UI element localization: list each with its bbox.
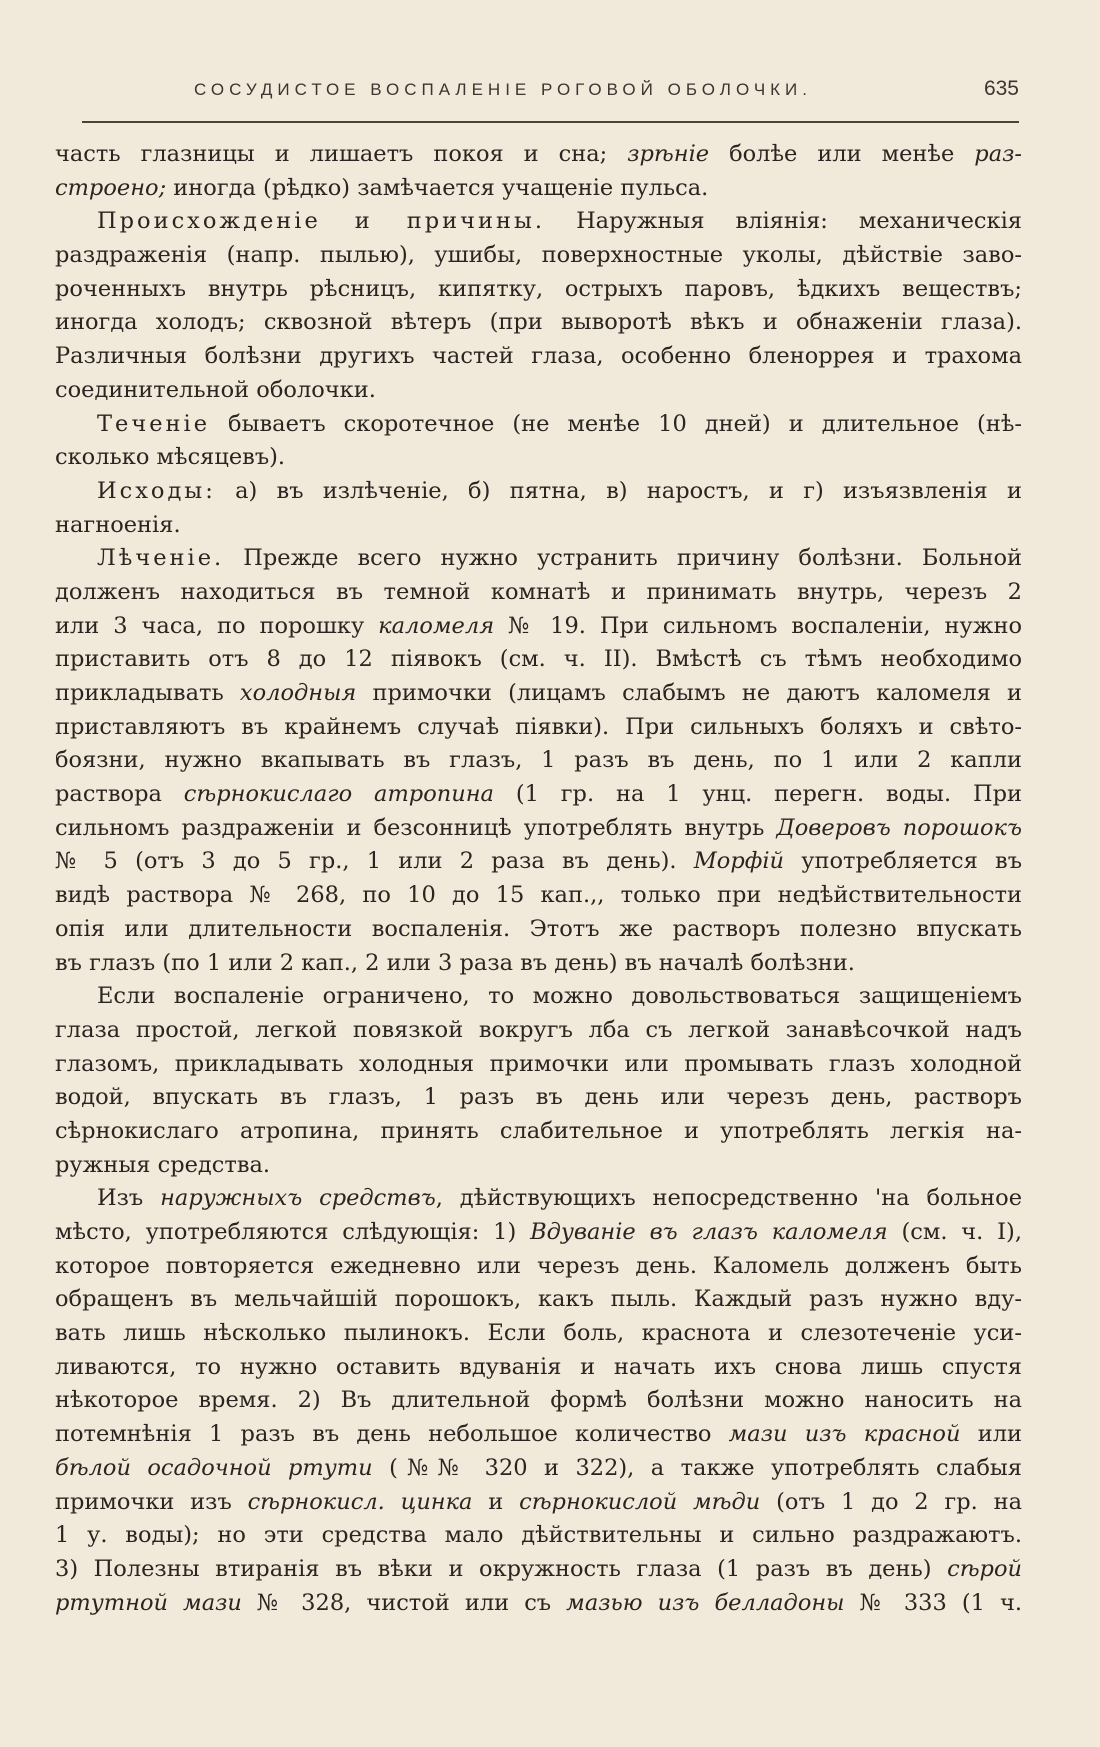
text-run: № 5 (отъ 3 до 5 гр., 1 или 2 раза въ день). (55, 848, 694, 875)
text-line (55, 306, 1022, 340)
text-line (55, 812, 1022, 846)
text-line (55, 711, 1022, 745)
text-run: 1 у. воды); но эти средства мало дѣйствительны и сильно раздражаютъ. (55, 1522, 1022, 1549)
text-line (55, 239, 1022, 273)
italic-term: холодныя (239, 680, 357, 706)
text-run: соединительной оболочки. (55, 376, 376, 403)
text-run: нѣкоторое время. 2) Въ длительной формѣ болѣзни можно наносить на (55, 1387, 1022, 1414)
text-line (55, 1048, 1022, 1082)
text-run: (№№ 320 и 322), а также употреблять слабыя (372, 1454, 1022, 1481)
text-run: употребляется въ (784, 848, 1023, 875)
running-head-title: СОСУДИСТОЕ ВОСПАЛЕНІЕ РОГОВОЙ ОБОЛОЧКИ. (194, 80, 812, 99)
text-line (55, 1519, 1022, 1553)
text-run: которое повторяется ежедневно или черезъ день. Каломель долженъ быть (55, 1252, 1022, 1279)
text-run: раздраженія (напр. пылью), ушибы, поверхностные уколы, дѣйствіе заво- (55, 242, 1022, 269)
text-run: , дѣйствующихъ непосредственно 'на больное (435, 1185, 1023, 1212)
text-run: (1 гр. на 1 унц. перегн. воды. При (493, 781, 1022, 808)
text-run: прикладывать (55, 680, 240, 706)
italic-term: раз- (974, 141, 1022, 167)
text-run: роченныхъ внутрь рѣсницъ, кипятку, острыхъ паровъ, ѣдкихъ веществъ; (55, 275, 1022, 302)
text-run: бываетъ скоротечное (не менѣе 10 дней) и длительное (нѣ- (210, 410, 1022, 437)
text-line (55, 1553, 1022, 1587)
italic-term: мази изъ красной (728, 1421, 961, 1448)
italic-term: наружныхъ средствъ (160, 1185, 436, 1212)
text-run: иногда (рѣдко) замѣчается учащеніе пульса. (166, 174, 709, 201)
text-line (55, 576, 1022, 610)
text-run: приставляютъ въ крайнемъ случаѣ піявки). При сильныхъ боляхъ и свѣто- (55, 713, 1022, 740)
text-run: приставить отъ 8 до 12 піявокъ (см. ч. II). Вмѣстѣ съ тѣмъ необходимо (55, 646, 1022, 673)
text-line (55, 509, 1022, 543)
text-line (55, 172, 1022, 206)
text-line (55, 947, 1022, 981)
text-line (55, 913, 1022, 947)
text-run: боязни, нужно вкапывать въ глазъ, 1 разъ въ день, по 1 или 2 капли (55, 747, 1022, 774)
text-run: сколько мѣсяцевъ). (55, 444, 286, 471)
text-run: глазомъ, прикладывать холодныя примочки или промывать глазъ холодной (55, 1050, 1022, 1077)
text-line (55, 1384, 1022, 1418)
running-head (82, 77, 1019, 108)
text-run: (отъ 1 до 2 гр. на (760, 1488, 1022, 1515)
text-run: болѣе или менѣе (709, 141, 975, 167)
text-line (55, 273, 1022, 307)
text-line (55, 441, 1022, 475)
text-run: 3) Полезны втиранія въ вѣки и окружность глаза (1 разъ въ день) (55, 1555, 948, 1582)
text-run: часть глазницы и лишаетъ покоя и сна; (55, 141, 628, 167)
text-run: Наружныя вліянія: механическія (545, 208, 1022, 235)
text-line (55, 643, 1022, 677)
header-rule (82, 121, 1019, 123)
section-heading: Теченіе (97, 410, 211, 437)
text-run: вать лишь нѣсколько пылинокъ. Если боль, краснота и слезотеченіе уси- (55, 1320, 1022, 1347)
text-line (55, 778, 1022, 812)
text-run: или (960, 1421, 1022, 1448)
text-line (55, 1587, 1022, 1621)
text-run: иногда холодъ; сквозной вѣтеръ (при выворотѣ вѣкъ и обнаженіи глаза). (55, 309, 1022, 336)
italic-term: бѣлой осадочной ртути (55, 1454, 373, 1481)
text-line (55, 1182, 1022, 1216)
text-line (55, 408, 1022, 442)
text-run: сильномъ раздраженіи и безсонницѣ употреблять внутрь (55, 814, 777, 841)
text-line (55, 610, 1022, 644)
text-line (55, 1216, 1022, 1250)
italic-term: зрѣніе (627, 141, 710, 167)
italic-term: сѣрнокислой мѣди (519, 1488, 761, 1515)
text-run: примочки изъ (55, 1488, 248, 1515)
text-run: водой, впускать въ глазъ, 1 разъ въ день или черезъ день, растворъ (55, 1084, 1022, 1111)
italic-term: Доверовъ порошокъ (776, 814, 1022, 841)
text-line (55, 138, 1022, 172)
text-line (55, 1283, 1022, 1317)
text-line (55, 1149, 1022, 1183)
text-run: въ глазъ (по 1 или 2 кап., 2 или 3 раза въ день) въ началѣ болѣзни. (55, 949, 855, 976)
text-line (55, 475, 1022, 509)
text-run: мѣсто, употребляются слѣдующія: 1) (55, 1219, 531, 1245)
italic-term: ртутной мази (55, 1589, 242, 1616)
text-run: № 328, чистой или съ (241, 1589, 567, 1616)
italic-term: Морфій (693, 848, 785, 875)
italic-term: сѣрой (947, 1555, 1022, 1582)
text-run: Прежде всего нужно устранить причину болѣзни. Больной (224, 545, 1022, 572)
text-line (55, 677, 1022, 711)
text-run: (см. ч. I), (887, 1219, 1022, 1245)
text-line (55, 1418, 1022, 1452)
text-run: Изъ (97, 1185, 161, 1212)
italic-term: мазью изъ белладоны (566, 1589, 845, 1616)
text-run: видѣ раствора № 268, по 10 до 15 кап.,, только при недѣйствительности (55, 882, 1022, 909)
text-line (55, 1452, 1022, 1486)
text-run: нагноенія. (55, 511, 181, 538)
text-run: ружныя средства. (55, 1151, 271, 1178)
text-line (55, 744, 1022, 778)
text-line (55, 879, 1022, 913)
text-run: Если воспаленіе ограничено, то можно довольствоваться защищеніемъ (97, 983, 1022, 1010)
italic-term: сѣрнокислаго атропина (183, 781, 494, 808)
text-run: глаза простой, легкой повязкой вокругъ лба съ легкой занавѣсочкой надъ (55, 1016, 1022, 1043)
text-run: сѣрнокислаго атропина, принять слабительное и употреблять легкія на- (55, 1117, 1022, 1144)
page-number: 635 (983, 77, 1019, 100)
italic-term: Вдуваніе въ глазъ каломеля (530, 1219, 888, 1245)
text-line (55, 1081, 1022, 1115)
section-heading: Происхожденіе и причины. (97, 208, 546, 235)
text-line (55, 980, 1022, 1014)
text-line (55, 1317, 1022, 1351)
text-run: № 333 (1 ч. (844, 1589, 1023, 1616)
text-line (55, 1351, 1022, 1385)
text-run: или 3 часа, по порошку (55, 612, 379, 639)
text-run: потемнѣнія 1 разъ въ день небольшое количество (55, 1421, 729, 1448)
text-run: а) въ излѣченіе, б) пятна, в) наростъ, и г) изъязвленія и (215, 477, 1022, 504)
text-run: ливаются, то нужно оставить вдуванія и начать ихъ снова лишь спустя (55, 1353, 1022, 1380)
text-run: № 19. При сильномъ воспаленіи, нужно (494, 612, 1022, 639)
text-run: раствора (55, 781, 184, 808)
text-run: Различныя болѣзни другихъ частей глаза, особенно бленоррея и трахома (55, 343, 1022, 370)
text-line (55, 340, 1022, 374)
text-line (55, 1014, 1022, 1048)
text-run: опія или длительности воспаленія. Этотъ же растворъ полезно впускать (55, 915, 1022, 942)
text-line (55, 1115, 1022, 1149)
text-line (55, 542, 1022, 576)
text-run: примочки (лицамъ слабымъ не даютъ каломеля и (356, 680, 1022, 706)
italic-term: каломеля (378, 612, 495, 639)
section-heading: Лѣченіе. (97, 545, 225, 572)
section-heading: Исходы: (97, 477, 216, 504)
italic-term: строено; (55, 174, 167, 201)
text-line (55, 205, 1022, 239)
text-line (55, 374, 1022, 408)
italic-term: сѣрнокисл. цинка (247, 1488, 473, 1515)
text-run: и (472, 1488, 520, 1515)
text-line (55, 1250, 1022, 1284)
text-run: обращенъ въ мельчайшій порошокъ, какъ пыль. Каждый разъ нужно вду- (55, 1286, 1022, 1313)
text-line (55, 845, 1022, 879)
text-line (55, 1486, 1022, 1520)
text-run: долженъ находиться въ темной комнатѣ и принимать внутрь, черезъ 2 (55, 578, 1022, 605)
body-text (55, 138, 1022, 1620)
